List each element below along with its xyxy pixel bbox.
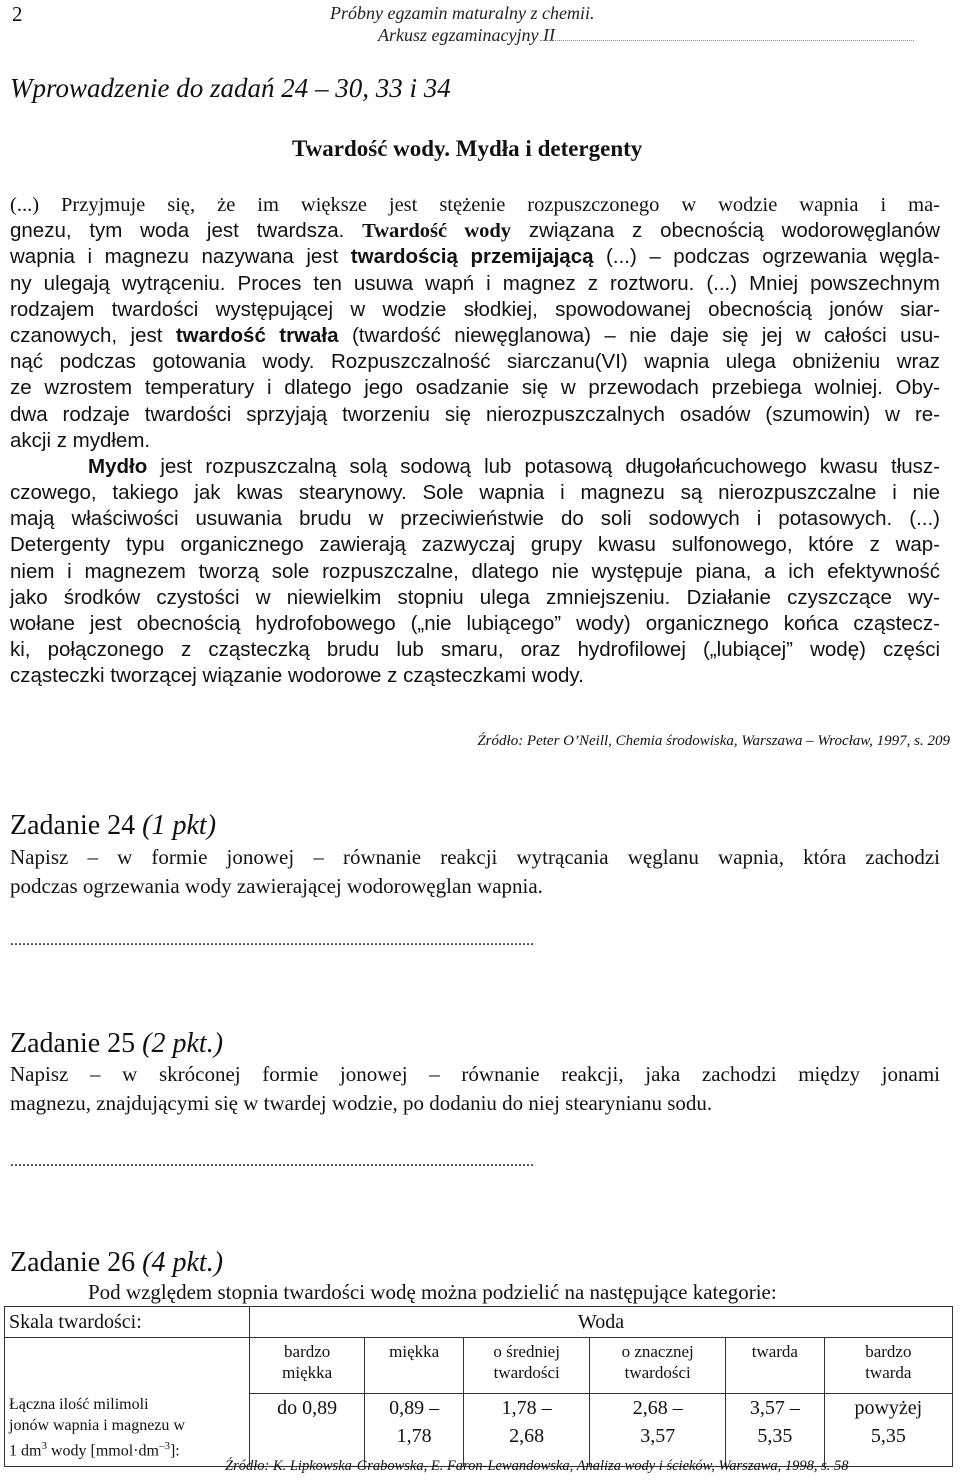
row-label-cell: Łączna ilość milimoli jonów wapnia i magnezu w 1 $dm^3$ wody $[mmol\cdot dm^{-3}]$: [5,1394,250,1467]
article-line: Detergenty typu organicznego zawierają zazwyczaj grupy kwasu sulfonowego, które z wap- [10,533,940,557]
article-line: czowego, takiego jak kwas stearynowy. Sole wapnia i magnezu są nierozpuszczalne i nie [10,481,940,505]
value-cell: do 0,89 [250,1394,365,1467]
running-header-subtitle: Arkusz egzaminacyjny II [378,25,555,45]
article-line: ki, połączonego z cząsteczką brudu lub smaru, oraz hydrofilowej („lubiącej” wodę) części [10,638,940,662]
article-line: gnezu, tym woda jest twardsza. Twardość wody związana z obecnością wodorowęglanów [10,219,940,243]
article-line: nąć podczas gotowania wody. Rozpuszczalność siarczanu(VI) wapnia ulega obniżeniu wraz [10,350,940,374]
hardness-table [4,1306,953,1467]
header-rule [540,40,914,41]
article-line: rodzajem twardości występującej w wodzie słodkiej, spowodowanej obecnością jonów siar- [10,297,940,321]
article-line: cząsteczki tworzącej wiązanie wodorowe z cząsteczkami wody. [10,664,584,688]
page-number: 2 [12,2,23,26]
term-twardosc-przemijajaca: twardością przemijającą [350,245,594,269]
task-26-heading: Zadanie 26 (4 pkt.) [10,1247,224,1278]
article-line: wapnia i magnezu nazywana jest twardością przemijającą (...) – podczas ogrzewania węgla- [10,245,940,269]
article-line: jako środków czystości w niewielkim stopniu ulega zmniejszeniu. Działanie czyszczące wy- [10,585,940,609]
task-25-answer-line[interactable]: ................................................................................................................................... [10,1153,534,1170]
article-title: Twardość wody. Mydła i detergenty [292,136,643,161]
category-cell: miękka [365,1338,464,1394]
task-24-answer-line[interactable]: ................................................................................................................................... [10,932,534,949]
value-cell: powyżej 5,35 [824,1394,952,1467]
article-line: (...) Przyjmuje się, że im większe jest stężenie rozpuszczonego w wodzie wapnia i ma- [10,194,940,216]
term-mydlo: Mydło [88,454,148,478]
empty-cell [5,1338,250,1394]
category-cell: bardzo twarda [824,1338,952,1394]
value-cell: 0,89 – 1,78 [365,1394,464,1467]
article-line: ny ulegają wytrąceniu. Proces ten usuwa wapń i magnez z roztworu. (...) Mniej powszechnym [10,271,940,295]
task-25-text: Napisz – w skróconej formie jonowej – równanie reakcji, jaka zachodzi między jonami magnezu, znajdującymi się w twardej wodzie, po dodaniu do niej stearynianu sodu. [10,1062,940,1115]
task-24-text: Napisz – w formie jonowej – równanie reakcji wytrącania węglanu wapnia, która zachodzi podczas ogrzewania wody zawierającej wodorowęglan wapnia. [10,845,940,898]
article-line: akcji z mydłem. [10,428,151,452]
value-cell: 1,78 – 2,68 [464,1394,590,1467]
article-line: wołane jest obecnością hydrofobowego („nie lubiącego” wody) organicznego końca cząstecz- [10,612,940,635]
value-cell: 3,57 – 5,35 [726,1394,825,1467]
term-twardosc-trwala: twardość trwała [175,323,339,347]
value-cell: 2,68 – 3,57 [590,1394,726,1467]
running-header-title: Próbny egzamin maturalny z chemii. [330,3,595,23]
scale-label-cell: Skala twardości: [5,1307,250,1338]
task-24-heading: Zadanie 24 (1 pkt) [10,810,217,841]
task-26-text: Pod względem stopnia twardości wodę można podzielić na następujące kategorie: [88,1280,777,1304]
article-line: mają właściwości usuwania brudu w przeciwieństwie do soli sodowych i potasowych. (...) [10,507,940,531]
article-source: Źródło: Peter O’Neill, Chemia środowiska, Warszawa – Wrocław, 1997, s. 209 [477,733,950,749]
table-source: Źródło: K. Lipkowska-Grabowska, E. Faron-Lewandowska, Analiza wody i ścieków, Warszawa, 1998, s. 58 [225,1458,849,1474]
article-line: Mydło jest rozpuszczalną solą sodową lub potasową długołańcuchowego kwasu tłusz- [88,454,940,478]
task-25-heading: Zadanie 25 (2 pkt.) [10,1028,224,1059]
category-cell: twarda [726,1338,825,1394]
article-line: niem i magnezem tworzą sole rozpuszczalne, dlatego nie występuje piana, a ich efektywność [10,559,940,583]
article-line: czanowych, jest twardość trwała (twardość niewęglanowa) – nie daje się jej w całości usu- [10,323,940,347]
intro-heading: Wprowadzenie do zadań 24 – 30, 33 i 34 [10,73,451,103]
category-cell: o średniej twardości [464,1338,590,1394]
article-text [10,192,940,690]
category-cell: bardzo miękka [250,1338,365,1394]
category-cell: o znacznej twardości [590,1338,726,1394]
article-line: dwa rodzaje twardości sprzyjają tworzeniu się nierozpuszczalnych osadów (szumowin) w re- [10,402,940,426]
article-line: ze wzrostem temperatury i dlatego jego osadzanie się w przewodach przebiega wolniej. Oby- [10,376,940,400]
term-twardosc-wody: Twardość wody [362,220,512,243]
water-label-cell: Woda [250,1307,953,1338]
